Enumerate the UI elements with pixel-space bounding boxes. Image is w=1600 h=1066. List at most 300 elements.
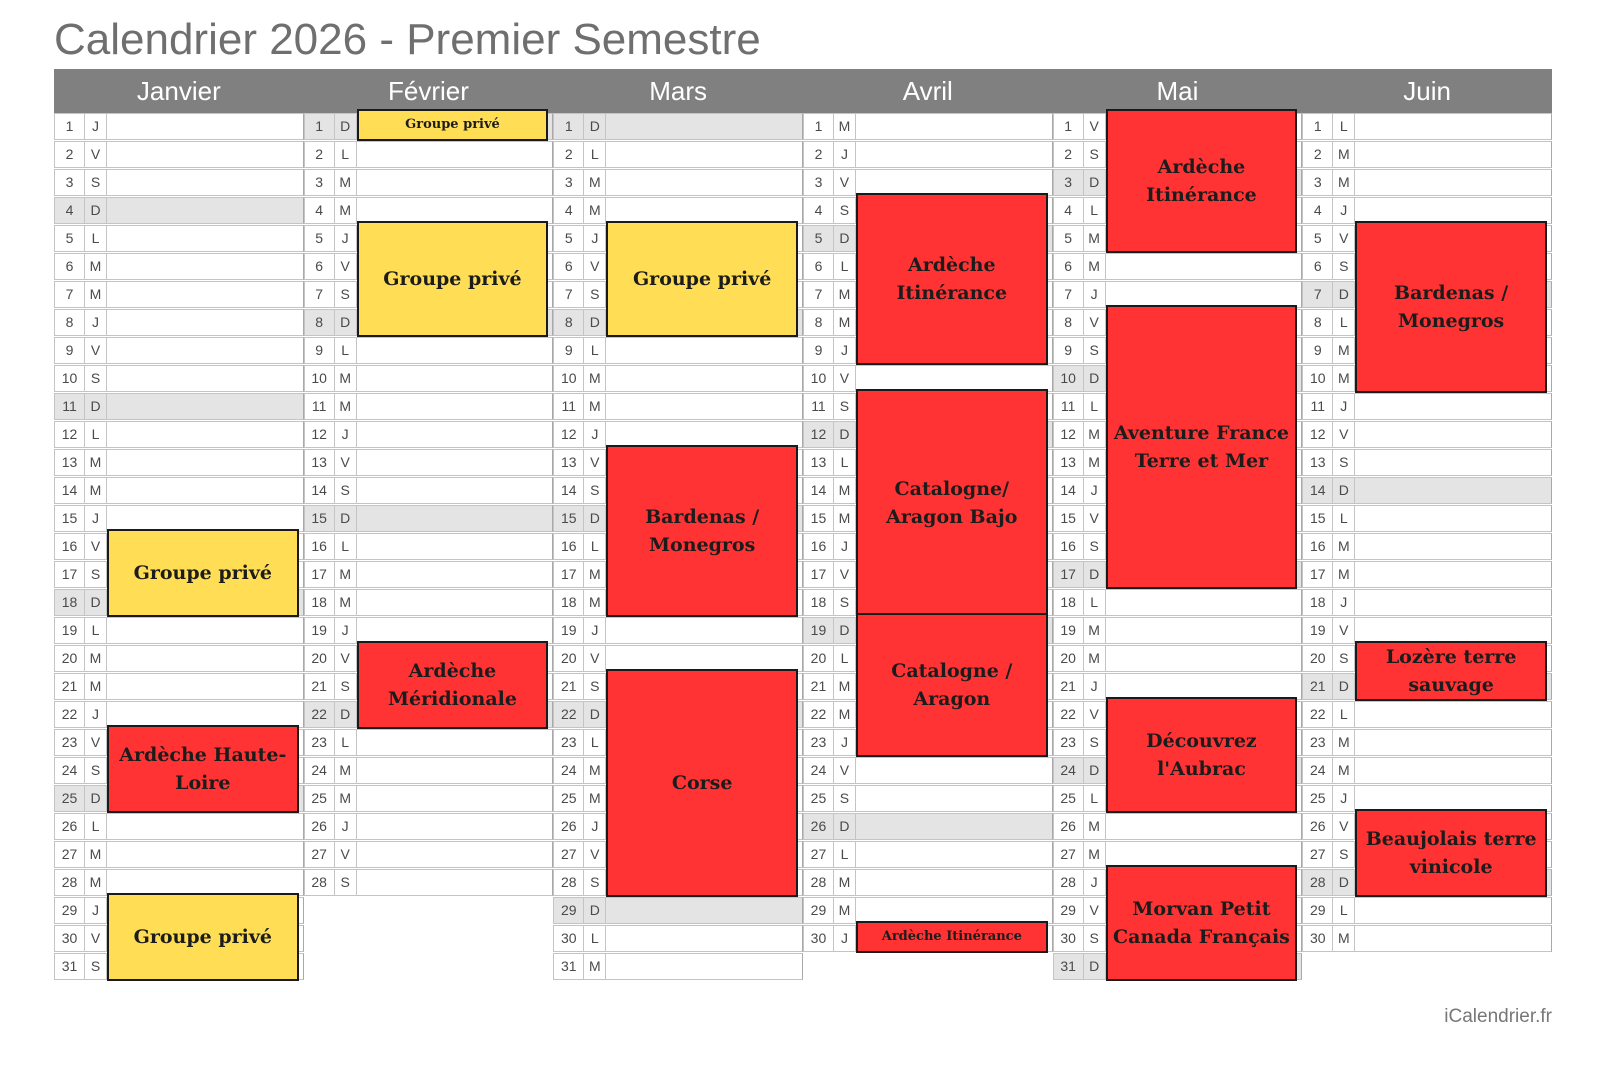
weekday-letter: D [834,814,856,839]
day-number: 1 [1303,114,1333,139]
weekday-letter: L [584,730,606,755]
day-number: 30 [1054,926,1084,951]
weekday-letter: L [85,226,107,251]
weekday-letter: V [1084,114,1106,139]
weekday-letter: L [584,142,606,167]
event-block[interactable]: Groupe privé [357,109,549,141]
weekday-letter: M [584,786,606,811]
day-number: 21 [305,674,335,699]
event-block[interactable]: Morvan Petit Canada Français [1106,865,1298,981]
day-row[interactable] [1302,617,1552,644]
day-row[interactable] [54,309,304,336]
weekday-letter: L [1333,114,1355,139]
day-row[interactable] [803,813,1053,840]
day-row[interactable] [54,813,304,840]
day-number: 24 [1054,758,1084,783]
day-number: 6 [1303,254,1333,279]
day-number: 31 [554,954,584,979]
day-row[interactable] [803,897,1053,924]
day-number: 16 [55,534,85,559]
event-block[interactable]: Bardenas / Monegros [1355,221,1547,393]
day-number: 4 [305,198,335,223]
day-number: 18 [1054,590,1084,615]
day-number: 12 [554,422,584,447]
day-number: 21 [1303,674,1333,699]
day-row[interactable] [553,197,803,224]
day-row[interactable] [54,841,304,868]
day-row[interactable] [304,421,554,448]
weekday-letter: J [584,618,606,643]
day-row[interactable] [553,113,803,140]
day-row[interactable] [54,169,304,196]
weekday-letter: L [834,450,856,475]
weekday-letter: M [335,198,357,223]
day-number: 14 [55,478,85,503]
day-number: 20 [804,646,834,671]
day-number: 11 [1054,394,1084,419]
day-number: 7 [804,282,834,307]
weekday-letter: M [1084,226,1106,251]
weekday-letter: S [1333,254,1355,279]
day-row[interactable] [54,141,304,168]
page-title: Calendrier 2026 - Premier Semestre [54,15,761,64]
weekday-letter: D [834,618,856,643]
weekday-letter: V [1333,814,1355,839]
day-number: 24 [554,758,584,783]
weekday-letter: M [85,842,107,867]
day-number: 10 [804,366,834,391]
weekday-letter: V [335,646,357,671]
day-row[interactable] [553,617,803,644]
day-row[interactable] [1302,393,1552,420]
day-number: 2 [305,142,335,167]
day-row[interactable] [803,169,1053,196]
weekday-letter: L [834,842,856,867]
day-row[interactable] [1302,505,1552,532]
day-row[interactable] [1302,449,1552,476]
day-number: 8 [55,310,85,335]
weekday-letter: M [834,114,856,139]
weekday-letter: V [834,562,856,587]
day-number: 17 [554,562,584,587]
day-number: 3 [305,170,335,195]
day-number: 18 [305,590,335,615]
day-row[interactable] [1302,421,1552,448]
day-number: 9 [305,338,335,363]
day-number: 5 [1054,226,1084,251]
day-row[interactable] [1302,141,1552,168]
day-number: 4 [554,198,584,223]
day-row[interactable] [304,729,554,756]
day-number: 18 [1303,590,1333,615]
day-row[interactable] [553,897,803,924]
day-number: 25 [1054,786,1084,811]
day-number: 23 [554,730,584,755]
event-block[interactable]: Ardèche Méridionale [357,641,549,729]
day-row[interactable] [1302,533,1552,560]
day-number: 14 [554,478,584,503]
event-block[interactable]: Groupe privé [107,893,299,981]
day-row[interactable] [304,617,554,644]
day-row[interactable] [1053,673,1303,700]
weekday-letter: D [85,786,107,811]
day-row[interactable] [304,477,554,504]
day-row[interactable] [1302,561,1552,588]
event-block[interactable]: Ardèche Itinérance [856,921,1048,953]
weekday-letter: S [584,674,606,699]
day-number: 28 [1303,870,1333,895]
day-row[interactable] [304,785,554,812]
day-number: 13 [804,450,834,475]
day-number: 23 [1054,730,1084,755]
day-number: 6 [55,254,85,279]
day-number: 28 [305,870,335,895]
weekday-letter: J [584,422,606,447]
weekday-letter: M [1084,814,1106,839]
day-row[interactable] [1053,813,1303,840]
weekday-letter: J [1333,198,1355,223]
day-number: 19 [804,618,834,643]
day-number: 4 [55,198,85,223]
day-row[interactable] [1302,785,1552,812]
weekday-letter: L [1333,702,1355,727]
weekday-letter: M [85,282,107,307]
day-number: 2 [1054,142,1084,167]
weekday-letter: L [584,534,606,559]
day-row[interactable] [304,449,554,476]
day-number: 20 [305,646,335,671]
weekday-letter: S [85,366,107,391]
day-number: 18 [55,590,85,615]
day-row[interactable] [1302,113,1552,140]
day-number: 7 [554,282,584,307]
day-number: 14 [1303,478,1333,503]
day-number: 26 [554,814,584,839]
day-row[interactable] [553,169,803,196]
weekday-letter: J [1333,590,1355,615]
weekday-letter: J [1084,674,1106,699]
day-number: 21 [804,674,834,699]
day-number: 1 [1054,114,1084,139]
weekday-letter: J [1084,282,1106,307]
day-row[interactable] [54,449,304,476]
day-number: 21 [554,674,584,699]
weekday-letter: S [335,478,357,503]
day-number: 23 [55,730,85,755]
weekday-letter: D [1084,954,1106,979]
day-row[interactable] [1053,841,1303,868]
day-row[interactable] [304,505,554,532]
weekday-letter: D [584,114,606,139]
day-number: 14 [804,478,834,503]
weekday-letter: D [335,114,357,139]
weekday-letter: M [1333,730,1355,755]
weekday-letter: L [85,422,107,447]
day-row[interactable] [54,197,304,224]
day-number: 5 [554,226,584,251]
weekday-letter: V [335,254,357,279]
day-row[interactable] [54,253,304,280]
weekday-letter: M [834,506,856,531]
day-row[interactable] [54,281,304,308]
weekday-letter: V [834,170,856,195]
day-row[interactable] [304,197,554,224]
day-row[interactable] [803,113,1053,140]
weekday-letter: M [335,394,357,419]
weekday-letter: J [85,114,107,139]
day-row[interactable] [54,505,304,532]
weekday-letter: M [834,702,856,727]
day-row[interactable] [803,869,1053,896]
footer-credit: iCalendrier.fr [1444,1006,1552,1027]
day-number: 11 [1303,394,1333,419]
day-row[interactable] [54,869,304,896]
weekday-letter: M [85,870,107,895]
day-row[interactable] [1302,589,1552,616]
weekday-letter: M [834,310,856,335]
day-row[interactable] [1053,589,1303,616]
day-number: 19 [305,618,335,643]
day-row[interactable] [54,617,304,644]
event-block[interactable]: Catalogne / Aragon [856,613,1048,757]
weekday-letter: S [85,758,107,783]
day-row[interactable] [553,365,803,392]
day-row[interactable] [1302,897,1552,924]
day-number: 15 [55,506,85,531]
weekday-letter: J [584,226,606,251]
day-number: 28 [55,870,85,895]
weekday-letter: L [85,814,107,839]
day-number: 30 [554,926,584,951]
day-number: 23 [1303,730,1333,755]
weekday-letter: L [584,926,606,951]
event-block[interactable]: Ardèche Itinérance [856,193,1048,365]
day-number: 9 [804,338,834,363]
day-number: 9 [1054,338,1084,363]
event-block[interactable]: Groupe privé [357,221,549,337]
day-number: 22 [1303,702,1333,727]
day-row[interactable] [304,533,554,560]
day-row[interactable] [553,953,803,980]
day-number: 27 [804,842,834,867]
day-row[interactable] [304,869,554,896]
day-row[interactable] [553,925,803,952]
day-number: 16 [305,534,335,559]
day-number: 20 [1054,646,1084,671]
day-number: 27 [554,842,584,867]
event-block[interactable]: Groupe privé [606,221,798,337]
day-number: 25 [55,786,85,811]
day-number: 19 [1303,618,1333,643]
day-number: 11 [305,394,335,419]
day-row[interactable] [553,393,803,420]
weekday-letter: J [834,534,856,559]
weekday-letter: J [335,422,357,447]
weekday-letter: M [1333,338,1355,363]
weekday-letter: L [85,618,107,643]
day-number: 1 [554,114,584,139]
event-block[interactable]: Corse [606,669,798,897]
weekday-letter: M [584,198,606,223]
day-row[interactable] [304,169,554,196]
day-row[interactable] [54,365,304,392]
day-row[interactable] [304,337,554,364]
day-row[interactable] [304,813,554,840]
weekday-letter: M [1333,926,1355,951]
day-number: 19 [55,618,85,643]
weekday-letter: M [1333,170,1355,195]
day-number: 2 [1303,142,1333,167]
weekday-letter: L [335,534,357,559]
day-number: 14 [305,478,335,503]
day-row[interactable] [803,141,1053,168]
day-number: 6 [804,254,834,279]
day-row[interactable] [304,841,554,868]
day-number: 22 [55,702,85,727]
day-number: 24 [55,758,85,783]
event-block[interactable]: Catalogne/ Aragon Bajo [856,389,1048,617]
day-row[interactable] [54,673,304,700]
day-row[interactable] [1302,729,1552,756]
weekday-letter: M [834,870,856,895]
day-row[interactable] [553,141,803,168]
weekday-letter: M [335,590,357,615]
day-number: 13 [1303,450,1333,475]
day-number: 24 [305,758,335,783]
day-row[interactable] [1302,925,1552,952]
weekday-letter: V [335,842,357,867]
day-row[interactable] [304,561,554,588]
weekday-letter: J [834,338,856,363]
day-number: 8 [1303,310,1333,335]
event-block[interactable]: Ardèche Haute-Loire [107,725,299,813]
day-row[interactable] [553,645,803,672]
day-number: 6 [305,254,335,279]
day-number: 29 [1303,898,1333,923]
weekday-letter: J [85,898,107,923]
day-row[interactable] [803,365,1053,392]
day-row[interactable] [1053,253,1303,280]
event-block[interactable]: Beaujolais terre vinicole [1355,809,1547,897]
day-row[interactable] [803,785,1053,812]
day-row[interactable] [54,477,304,504]
day-row[interactable] [54,113,304,140]
day-row[interactable] [1302,197,1552,224]
day-number: 29 [804,898,834,923]
day-number: 20 [55,646,85,671]
day-number: 14 [1054,478,1084,503]
day-number: 12 [804,422,834,447]
day-row[interactable] [1302,169,1552,196]
day-number: 13 [554,450,584,475]
day-number: 28 [1054,870,1084,895]
weekday-letter: M [1084,450,1106,475]
weekday-letter: M [584,954,606,979]
weekday-letter: V [1333,226,1355,251]
day-row[interactable] [304,393,554,420]
weekday-letter: V [85,730,107,755]
weekday-letter: M [85,646,107,671]
day-number: 7 [305,282,335,307]
weekday-letter: V [1084,506,1106,531]
day-number: 20 [1303,646,1333,671]
day-row[interactable] [304,757,554,784]
day-row[interactable] [304,141,554,168]
day-number: 3 [804,170,834,195]
event-block[interactable]: Groupe privé [107,529,299,617]
weekday-letter: D [1333,282,1355,307]
day-number: 25 [305,786,335,811]
day-row[interactable] [553,337,803,364]
weekday-letter: V [584,842,606,867]
weekday-letter: V [1084,702,1106,727]
day-number: 15 [305,506,335,531]
day-number: 19 [1054,618,1084,643]
weekday-letter: M [584,758,606,783]
event-block[interactable]: Aventure France Terre et Mer [1106,305,1298,589]
weekday-letter: V [834,366,856,391]
weekday-letter: J [335,618,357,643]
day-row[interactable] [1302,757,1552,784]
day-row[interactable] [1302,477,1552,504]
weekday-letter: V [1084,310,1106,335]
day-number: 30 [1303,926,1333,951]
event-block[interactable]: Ardèche Itinérance [1106,109,1298,253]
day-row[interactable] [54,225,304,252]
weekday-letter: V [584,450,606,475]
weekday-letter: S [335,282,357,307]
day-row[interactable] [54,645,304,672]
month-name: Mars [649,76,708,106]
event-block[interactable]: Lozère terre sauvage [1355,641,1547,701]
weekday-letter: S [834,394,856,419]
day-row[interactable] [553,421,803,448]
day-row[interactable] [54,393,304,420]
weekday-letter: J [1333,394,1355,419]
event-block[interactable]: Bardenas / Monegros [606,445,798,617]
weekday-letter: V [85,926,107,951]
weekday-letter: M [834,898,856,923]
day-row[interactable] [1053,645,1303,672]
day-row[interactable] [803,757,1053,784]
weekday-letter: M [85,254,107,279]
day-row[interactable] [54,337,304,364]
weekday-letter: M [834,478,856,503]
weekday-letter: M [335,366,357,391]
day-row[interactable] [304,589,554,616]
event-block[interactable]: Découvrez l'Aubrac [1106,697,1298,813]
weekday-letter: L [834,254,856,279]
day-number: 27 [55,842,85,867]
day-number: 12 [1054,422,1084,447]
weekday-letter: M [834,674,856,699]
day-row[interactable] [1053,281,1303,308]
day-row[interactable] [304,365,554,392]
day-row[interactable] [54,701,304,728]
weekday-letter: V [335,450,357,475]
day-row[interactable] [1053,617,1303,644]
weekday-letter: J [834,730,856,755]
weekday-letter: S [834,198,856,223]
day-row[interactable] [54,421,304,448]
day-number: 23 [804,730,834,755]
month-name: Mai [1156,76,1199,106]
day-row[interactable] [803,841,1053,868]
weekday-letter: D [1333,870,1355,895]
weekday-letter: S [1333,450,1355,475]
day-row[interactable] [1302,701,1552,728]
day-number: 26 [55,814,85,839]
